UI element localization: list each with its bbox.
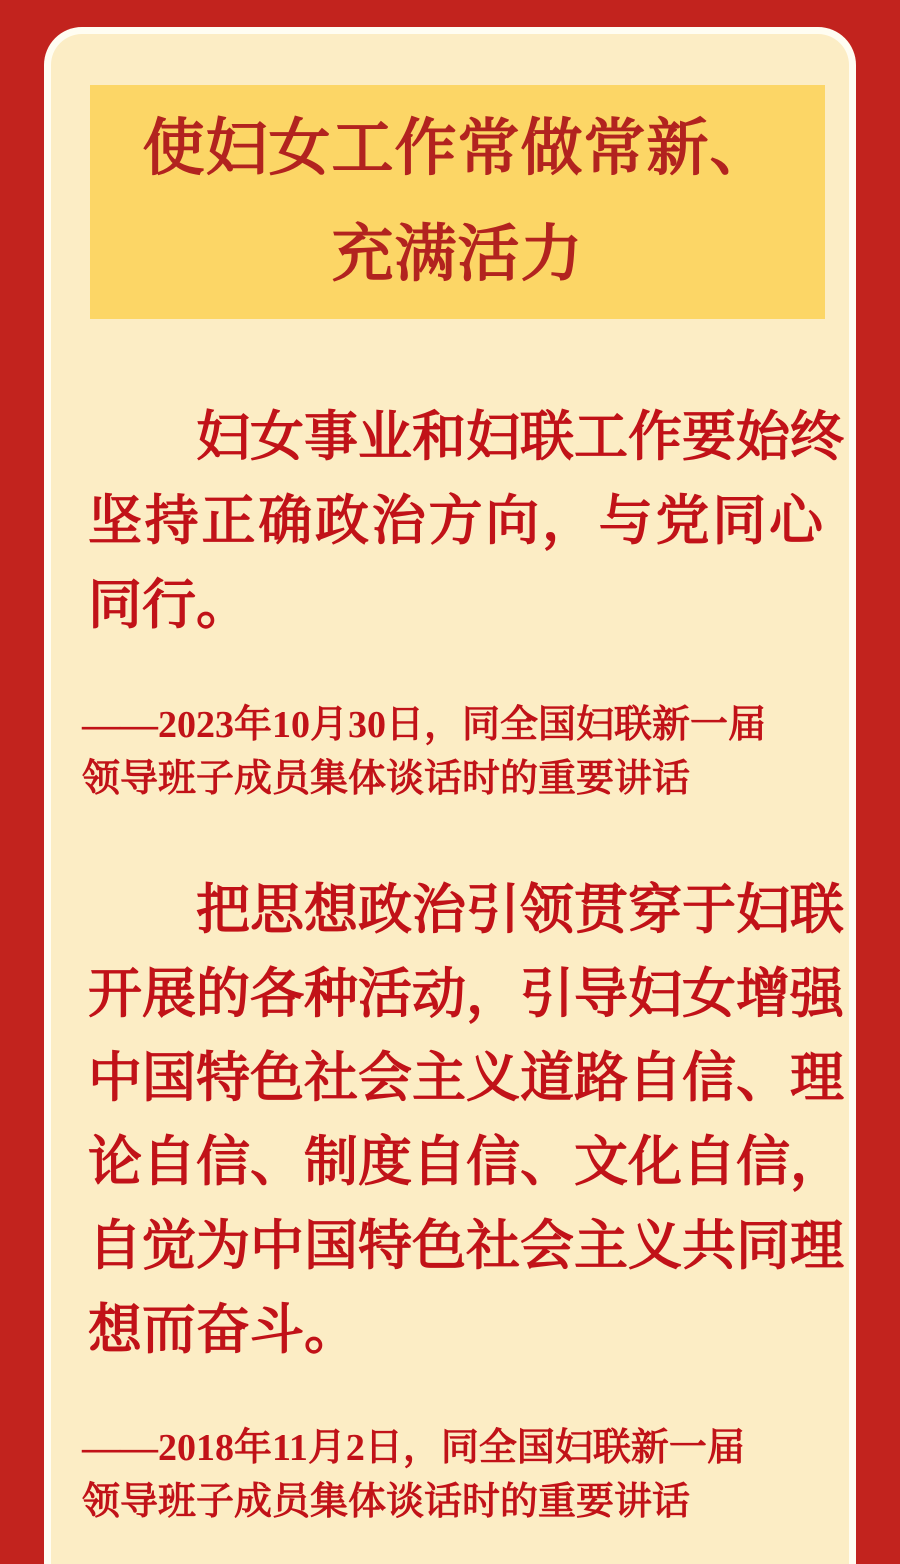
quote-line: 同行。 [88, 575, 250, 635]
quote-1-text [88, 395, 844, 647]
quote-source-line: 领导班子成员集体谈话时的重要讲话 [82, 1481, 691, 1523]
poster-title-line-2: 充满活力 [331, 220, 584, 289]
quote-source-line: ——2018年11月2日，同全国妇联新一届 [82, 1427, 745, 1469]
quote-line: 自觉为中国特色社会主义共同理 [88, 1216, 844, 1276]
quote-line: 把思想政治引领贯穿于妇联 [196, 880, 844, 940]
quote-1-source [82, 698, 844, 806]
title-highlight-block [90, 85, 825, 319]
quote-card [44, 27, 856, 1564]
quote-2-source [82, 1421, 844, 1529]
quote-line: 妇女事业和妇联工作要始终 [196, 407, 844, 467]
quote-source-line: 领导班子成员集体谈话时的重要讲话 [82, 758, 691, 800]
quote-source-line: ——2023年10月30日，同全国妇联新一届 [82, 704, 767, 746]
quote-line: 中国特色社会主义道路自信、理 [88, 1048, 844, 1108]
quote-line: 坚持正确政治方向，与党同心 [88, 491, 823, 551]
quote-line: 开展的各种活动，引导妇女增强 [88, 964, 844, 1024]
quote-line: 想而奋斗。 [88, 1300, 358, 1360]
quote-2-text [88, 868, 844, 1372]
quote-line: 论自信、制度自信、文化自信， [88, 1132, 844, 1192]
poster-title-line-1: 使妇女工作常做常新、 [142, 114, 773, 183]
